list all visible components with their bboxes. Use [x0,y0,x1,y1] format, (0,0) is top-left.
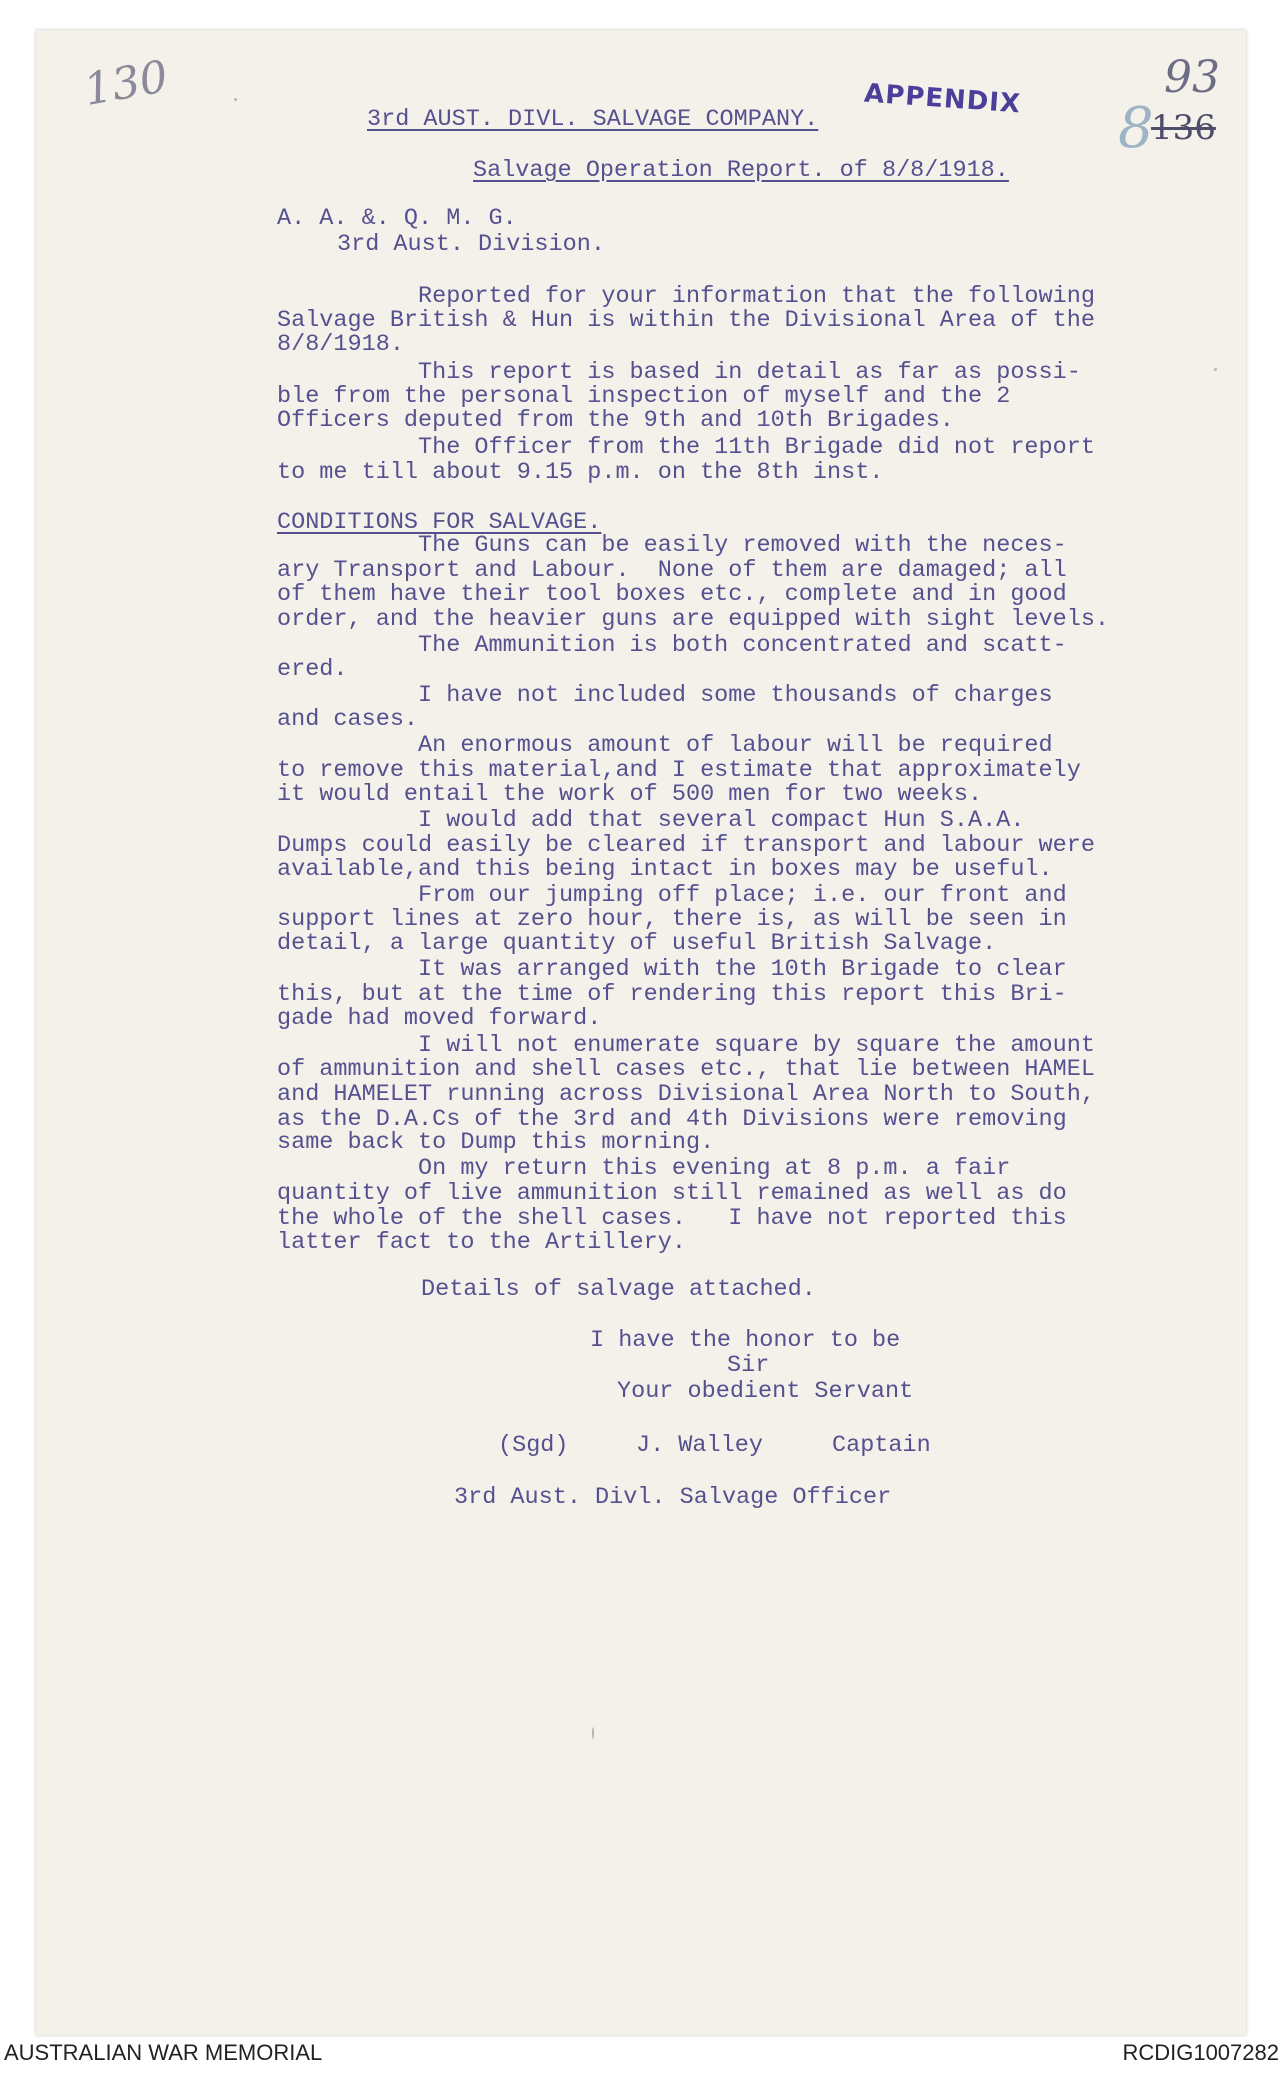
text-line: Reported for your information that the following [277,283,1095,310]
text-line: quantity of live ammunition still remained as well as do [277,1180,1067,1207]
text-line: An enormous amount of labour will be required [277,732,1053,759]
struck-number [1151,108,1216,148]
closing-line-2: Sir [727,1352,770,1379]
text-line: to remove this material,and I estimate that approximately [277,757,1081,784]
closing-line-3: Your obedient Servant [617,1378,914,1405]
paper-speck [592,1727,594,1739]
appendix-number: 8 [1118,96,1154,161]
text-line: latter fact to the Artillery. [277,1229,686,1256]
paper-speck [234,98,237,101]
text-line: and HAMELET running across Divisional Area North to South, [277,1081,1095,1108]
text-line: Dumps could easily be cleared if transport and labour were [277,832,1095,859]
unit-heading: 3rd AUST. DIVL. SALVAGE COMPANY. [367,106,819,133]
text-line: I will not enumerate square by square the amount [277,1032,1095,1059]
text-line: support lines at zero hour, there is, as will be seen in [277,906,1067,933]
text-line: The Ammunition is both concentrated and scatt- [277,632,1067,659]
appendix-stamp: APPENDIX [863,78,1022,120]
text-line: Salvage British & Hun is within the Divisional Area of the [277,307,1095,334]
text-line: I would add that several compact Hun S.A.A. [277,807,1025,834]
text-line: this, but at the time of rendering this report this Bri- [277,981,1067,1008]
signature-sgd: (Sgd) [498,1432,569,1459]
document-sheet [36,30,1246,2035]
text-line: same back to Dump this morning. [277,1129,715,1156]
left-folio-number: 130 [80,51,172,116]
struck-number-text: 136 [1151,108,1216,148]
text-line: available,and this being intact in boxes may be useful. [277,856,1053,883]
text-line: Officers deputed from the 9th and 10th Brigades. [277,407,954,434]
text-line: It was arranged with the 10th Brigade to clear [277,956,1067,983]
text-line: On my return this evening at 8 p.m. a fair [277,1155,1011,1182]
conditions-heading: CONDITIONS FOR SALVAGE. [277,509,602,536]
text-line: The Guns can be easily removed with the neces- [277,532,1067,559]
footer-document-id: RCDIG1007282 [1122,2040,1279,2065]
text-line: as the D.A.Cs of the 3rd and 4th Divisions were removing [277,1106,1067,1133]
signature-title: 3rd Aust. Divl. Salvage Officer [454,1484,892,1511]
text-line: The Officer from the 11th Brigade did not report [277,434,1095,461]
details-line: Details of salvage attached. [421,1276,816,1303]
text-line: detail, a large quantity of useful British Salvage. [277,930,997,957]
signature-name: J. Walley [636,1432,763,1459]
text-line: it would entail the work of 500 men for two weeks. [277,781,983,808]
text-line: 8/8/1918. [277,331,404,358]
text-line: I have not included some thousands of charges [277,682,1053,709]
text-line: ered. [277,656,348,683]
footer-archive-name: AUSTRALIAN WAR MEMORIAL [4,2040,323,2065]
text-line: From our jumping off place; i.e. our front and [277,882,1067,909]
addressee-line-1: A. A. &. Q. M. G. [277,205,517,232]
text-line: of ammunition and shell cases etc., that lie between HAMEL [277,1056,1095,1083]
right-folio-number: 93 [1164,52,1220,103]
text-line: ble from the personal inspection of myself and the 2 [277,383,1011,410]
text-line: of them have their tool boxes etc., complete and in good [277,581,1067,608]
text-line: This report is based in detail as far as possi- [277,359,1081,386]
text-line: order, and the heavier guns are equipped with sight levels. [277,606,1110,633]
addressee-line-2: 3rd Aust. Division. [337,231,605,258]
text-line: and cases. [277,706,419,733]
closing-line-1: I have the honor to be [590,1327,901,1354]
signature-rank: Captain [832,1432,931,1459]
text-line: gade had moved forward. [277,1005,602,1032]
report-title: Salvage Operation Report. of 8/8/1918. [473,157,1009,184]
text-line: to me till about 9.15 p.m. on the 8th inst. [277,459,884,486]
text-line: ary Transport and Labour. None of them are damaged; all [277,557,1067,584]
paper-speck [1214,368,1217,371]
text-line: the whole of the shell cases. I have not reported this [277,1205,1067,1232]
